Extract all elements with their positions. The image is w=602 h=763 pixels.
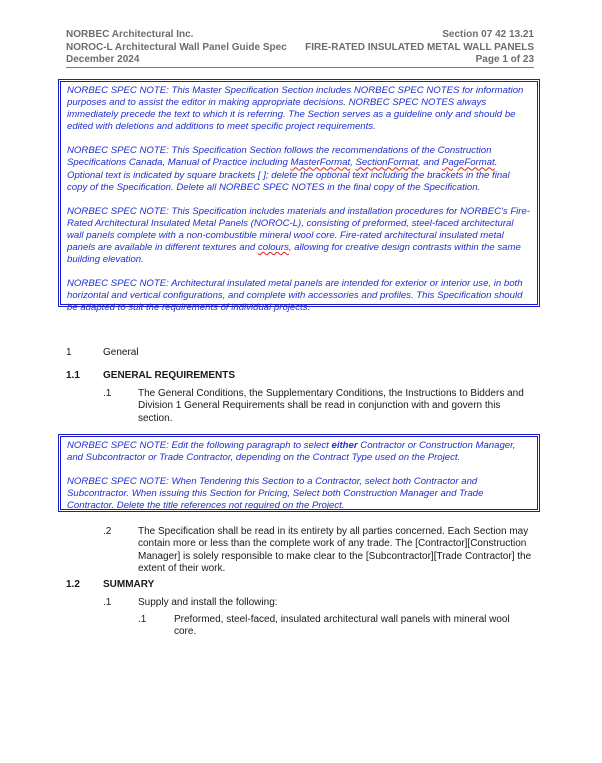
page-number: Page 1 of 23 [475,54,534,65]
spellcheck-term: MasterFormat [290,157,351,169]
part-title: General [103,347,139,358]
spec-note: NORBEC SPEC NOTE: This Specification Section follows the recommendations of the Construction Specifications Canada, Manual of Practice including MasterFormat, SectionFormat, and PageFormat. Optional text is indicated by square brackets [ ]; delete the optional text including the brackets in the final copy of the Specification. Delete all NORBEC SPEC NOTES in the final copy of the Specification. [67,145,510,193]
item-number: .1 [103,597,112,608]
section-number: 1.1 [66,370,80,381]
item-text: Supply and install the following: [138,597,278,608]
section-title: FIRE-RATED INSULATED METAL WALL PANELS [305,41,534,53]
part-number: 1 [66,347,72,358]
spellcheck-term: PageFormat [441,157,495,169]
spec-note: NORBEC SPEC NOTE: Edit the following paragraph to select either Contractor or Construction Manager, and Subcontractor or Trade Contractor, depending on the Contract Type used on the Project. [67,440,516,464]
page-header [66,29,534,67]
item-number: .1 [103,388,112,399]
subitem-number: .1 [138,614,147,625]
section-heading: GENERAL REQUIREMENTS [103,370,236,381]
section-number: 1.2 [66,579,80,590]
document-date: December 2024 [66,54,140,65]
company-name: NORBEC Architectural Inc. [66,29,194,40]
section-heading: SUMMARY [103,579,155,590]
spellcheck-term: SectionFormat [355,157,418,169]
header-divider [66,67,534,68]
item-text: The Specification shall be read in its entirety by all parties concerned. Each Section may contain more or less than the complete work of any trade. The [Contractor][Construction Manager] is solely responsible to make clear to the [Subcontractor][Trade Contractor] the extent of their work. [138,526,532,575]
spec-note: NORBEC SPEC NOTE: This Specification includes materials and installation procedures for NORBEC's Fire-Rated Architectural Insulated Metal Panels (NOROC-L), consisting of preformed, steel-faced architectural wall panels complete with a non-combustible mineral wool core. Fire-rated architectural insulated metal panels are available in different textures and colours, allowing for creative design contrasts within the same building elevation. [67,205,531,266]
subitem-text: Preformed, steel-faced, insulated architectural wall panels with mineral wool core. [174,614,510,638]
spec-note-box [58,434,540,512]
item-number: .2 [103,526,112,537]
spec-note: NORBEC SPEC NOTE: When Tendering this Section to a Contractor, select both Contractor and Subcontractor. When issuing this Section for Pricing, Select both Construction Manager and Trade Contractor. Delete the title references not required on the Project. [67,476,484,512]
section-number: Section 07 42 13.21 [442,29,534,40]
item-text: The General Conditions, the Supplementary Conditions, the Instructions to Bidders and Division 1 General Requirements shall be read in conjunction with and govern this section. [138,388,524,424]
guide-title: NOROC-L Architectural Wall Panel Guide Spec [66,41,287,53]
spellcheck-term: colours [257,242,289,254]
spec-note: NORBEC SPEC NOTE: Architectural insulated metal panels are intended for exterior or interior use, in both horizontal and vertical configurations, and complete with accessories and profiles. This Specification should be adapted to suit the requirements of individual projects. [67,278,523,314]
spec-note: NORBEC SPEC NOTE: This Master Specification Section includes NORBEC SPEC NOTES for information purposes and to assist the editor in making appropriate decisions. NORBEC SPEC NOTES always immediately precede the text to which it is referring. The Section serves as a guideline only and should be edited with deletions and additions to meet specific project requirements. [67,85,524,133]
spec-note-box [58,79,540,314]
